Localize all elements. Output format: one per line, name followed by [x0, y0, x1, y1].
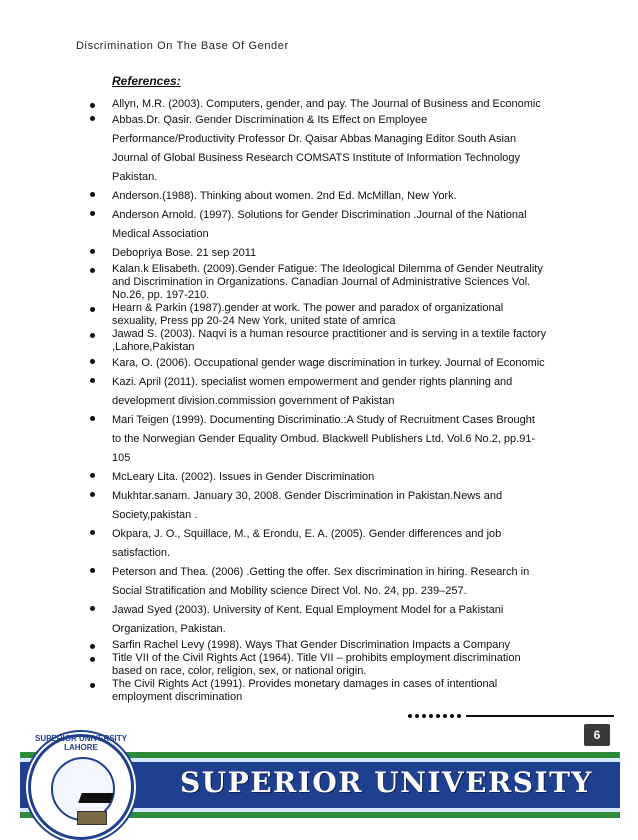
reference-item: Jawad S. (2003). Naqvi is a human resource practitioner and is serving in a textile factory ,Lahore,Pakistan — [86, 328, 566, 354]
bullet-icon — [90, 530, 95, 535]
reference-item: Kalan.k Elisabeth. (2009).Gender Fatigue: The Ideological Dilemma of Gender Neutrality and Discrimination in Organizations. Canadian Journal of Administrative Sciences Vol. No.26, pp. 197-210. — [86, 263, 566, 302]
bullet-icon — [90, 268, 95, 273]
references-list — [86, 98, 566, 704]
university-banner — [20, 734, 620, 818]
references-heading: References: — [112, 74, 181, 88]
reference-item: Anderson.(1988). Thinking about women. 2nd Ed. McMillan, New York. — [86, 187, 566, 206]
bullet-icon — [90, 211, 95, 216]
bullet-icon — [90, 307, 95, 312]
bullet-icon — [90, 192, 95, 197]
dot-icon — [415, 714, 419, 718]
banner-title: SUPERIOR UNIVERSITY — [180, 766, 593, 799]
dot-icon — [422, 714, 426, 718]
university-seal-logo — [28, 734, 134, 840]
reference-item: Peterson and Thea. (2006) .Getting the offer. Sex discrimination in hiring. Research in Social Stratification and Mobility science Direct Vol. No. 24, pp. 239–257. — [86, 563, 566, 601]
seal-text: SUPERIOR UNIVERSITY LAHORE — [34, 734, 127, 752]
bullet-icon — [90, 333, 95, 338]
page-number: 6 — [584, 724, 610, 746]
bullet-icon — [90, 103, 95, 108]
bullet-icon — [90, 683, 95, 688]
graduation-cap-icon — [78, 793, 114, 803]
dot-icon — [408, 714, 412, 718]
reference-item: Hearn & Parkin (1987).gender at work. The power and paradox of organizational sexuality, Press pp 20-24 New York, united state of amrica — [86, 302, 566, 328]
bullet-icon — [90, 644, 95, 649]
bullet-icon — [90, 249, 95, 254]
reference-item: Debopriya Bose. 21 sep 2011 — [86, 244, 566, 263]
reference-item: Abbas.Dr. Qasir. Gender Discrimination & Its Effect on Employee Performance/Productivity Professor Dr. Qaisar Abbas Managing Editor South Asian Journal of Global Business Research COMSATS Institute of Information Technology Pakistan. — [86, 111, 566, 187]
bullet-icon — [90, 606, 95, 611]
reference-item: Sarfin Rachel Levy (1998). Ways That Gender Discrimination Impacts a Company — [86, 639, 566, 652]
reference-item: The Civil Rights Act (1991). Provides monetary damages in cases of intentional employment discrimination — [86, 678, 566, 704]
bullet-icon — [90, 473, 95, 478]
bullet-icon — [90, 657, 95, 662]
dot-icon — [443, 714, 447, 718]
bullet-icon — [90, 492, 95, 497]
bullet-icon — [90, 568, 95, 573]
reference-item: Okpara, J. O., Squillace, M., & Erondu, E. A. (2005). Gender differences and job satisfaction. — [86, 525, 566, 563]
reference-item: Allyn, M.R. (2003). Computers, gender, and pay. The Journal of Business and Economic — [86, 98, 566, 111]
bullet-icon — [90, 416, 95, 421]
bullet-icon — [90, 359, 95, 364]
bullet-icon — [90, 378, 95, 383]
reference-item: Jawad Syed (2003). University of Kent. Equal Employment Model for a Pakistani Organization, Pakistan. — [86, 601, 566, 639]
bullet-icon — [90, 116, 95, 121]
reference-item: Mari Teigen (1999). Documenting Discriminatio.:A Study of Recruitment Cases Brought to the Norwegian Gender Equality Ombud. Blackwell Publishers Ltd. Vol.6 No.2, pp.91- 105 — [86, 411, 566, 468]
book-icon — [77, 811, 107, 825]
reference-item: McLeary Lita. (2002). Issues in Gender Discrimination — [86, 468, 566, 487]
reference-item: Kazi. April (2011). specialist women empowerment and gender rights planning and development division.commission government of Pakistan — [86, 373, 566, 411]
footer-rule — [466, 715, 614, 717]
dot-icon — [436, 714, 440, 718]
reference-item: Mukhtar.sanam. January 30, 2008. Gender Discrimination in Pakistan.News and Society,pakistan . — [86, 487, 566, 525]
dot-icon — [429, 714, 433, 718]
seal-emblem — [51, 757, 115, 821]
dot-icon — [457, 714, 461, 718]
page-header: Discrimination On The Base Of Gender — [76, 40, 289, 52]
dot-icon — [450, 714, 454, 718]
reference-item: Kara, O. (2006). Occupational gender wage discrimination in turkey. Journal of Economic — [86, 354, 566, 373]
reference-item: Title VII of the Civil Rights Act (1964). Title VII – prohibits employment discrimination based on race, color, religion, sex, or national origin. — [86, 652, 566, 678]
footer-dots — [408, 714, 461, 718]
reference-item: Anderson Arnold. (1997). Solutions for Gender Discrimination .Journal of the National Medical Association — [86, 206, 566, 244]
